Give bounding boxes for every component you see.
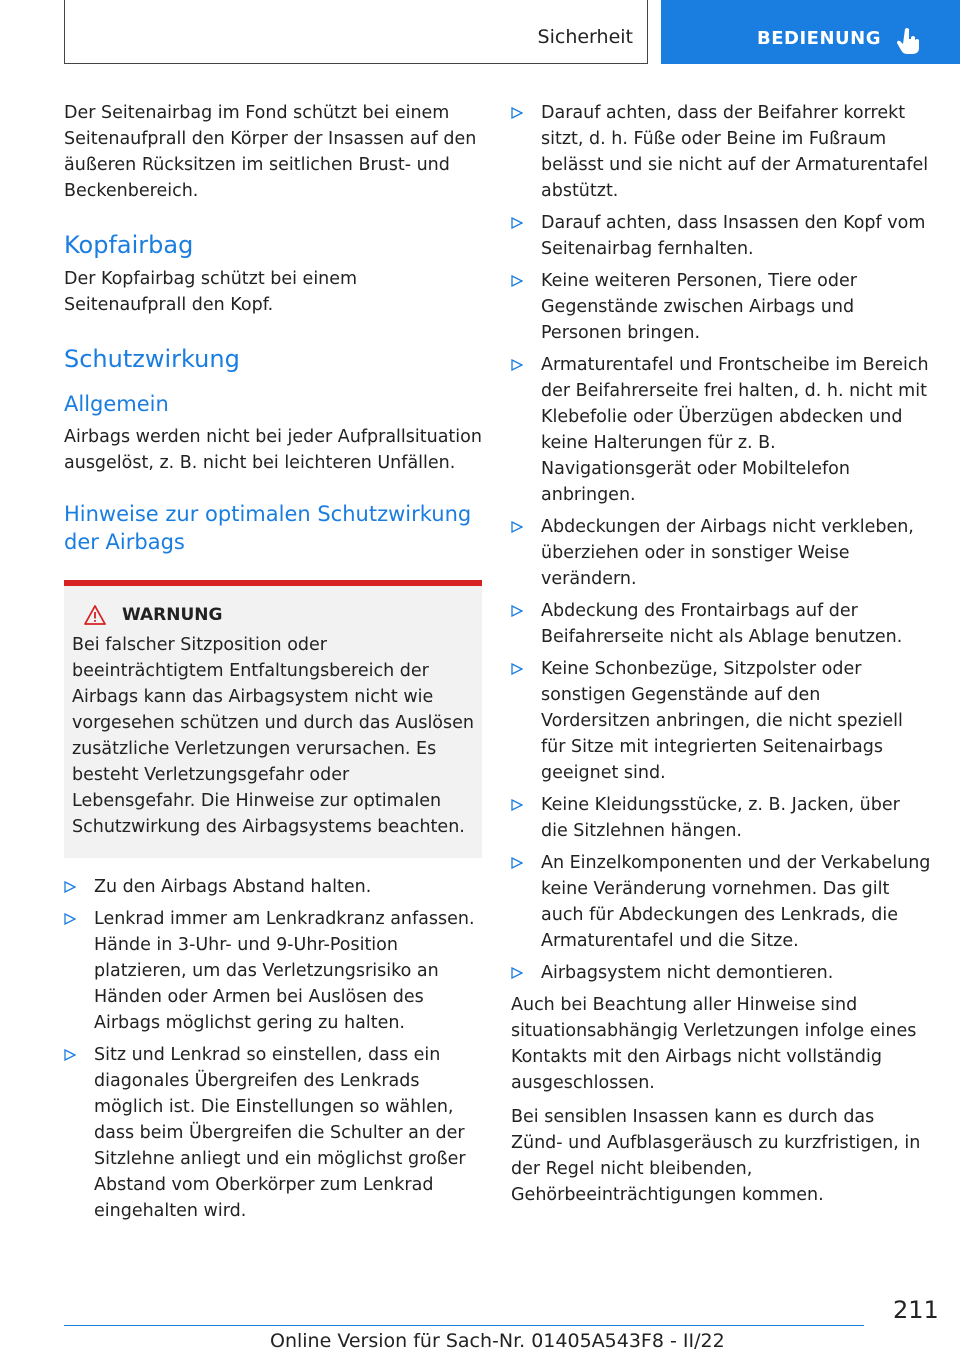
heading-schutzwirkung: Schutzwirkung <box>64 345 240 373</box>
pointing-hand-icon <box>896 27 922 55</box>
triangle-bullet-icon <box>64 1049 76 1061</box>
list-item: An Einzelkomponenten und der Verkabelung keine Veränderung vornehmen. Das gilt auch für Abdeckungen des Lenkrads, die Armaturentafel und die Sitze. <box>511 850 931 954</box>
kopfairbag-paragraph: Der Kopfairbag schützt bei einem Seitenaufprall den Kopf. <box>64 269 358 315</box>
intro-paragraph: Der Seitenairbag im Fond schützt bei einem Seitenaufprall den Körper der Insassen auf den äußeren Rücksitzen im seitlichen Brust- und Beckenbereich. <box>64 103 477 201</box>
header-section-box <box>64 0 648 64</box>
list-item: Abdeckung des Frontairbags auf der Beifahrerseite nicht als Ablage benutzen. <box>511 598 931 650</box>
list-item: Darauf achten, dass der Beifahrer korrekt sitzt, d. h. Füße oder Beine im Fußraum belässt und sie nicht auf der Armaturentafel abstützt. <box>511 100 931 204</box>
warning-text: Bei falscher Sitzposition oder beeinträchtigtem Entfaltungsbereich der Airbags kann das Airbagsystem nicht wie vorgesehen schützen und durch das Auslösen zusätzliche Verletzungen verursachen. Es besteht Verletzungsgefahr oder Lebensgefahr. Die Hinweise zur optimalen Schutzwirkung des Airbagsystems beachten. <box>72 635 474 837</box>
triangle-bullet-icon <box>511 521 523 533</box>
triangle-bullet-icon <box>511 359 523 371</box>
closing-paragraph-2: Bei sensiblen Insassen kann es durch das Zünd- und Aufblasgeräusch zu kurzfristigen, in der Regel nicht bleibenden, Gehörbeeinträchtigungen kommen. <box>511 1107 921 1205</box>
warning-triangle-icon <box>84 605 106 625</box>
heading-hinweise: Hinweise zur optimalen Schutzwirkung der Airbags <box>64 502 472 554</box>
list-item: Sitz und Lenkrad so einstellen, dass ein diagonales Übergreifen des Lenkrads möglich ist. Die Einstellungen so wählen, dass beim Übergreifen die Schulter an der Sitzlehne anliegt und ein möglichst großer Abstand vom Oberkörper zum Lenkrad eingehalten wird. <box>64 1042 482 1224</box>
left-column <box>64 100 482 1230</box>
left-bullet-list <box>64 874 482 1224</box>
triangle-bullet-icon <box>511 967 523 979</box>
allgemein-paragraph: Airbags werden nicht bei jeder Aufprallsituation ausgelöst, z. B. nicht bei leichteren Unfällen. <box>64 427 482 473</box>
list-item: Keine weiteren Personen, Tiere oder Gegenstände zwischen Airbags und Personen bringen. <box>511 268 931 346</box>
list-item: Keine Schonbezüge, Sitzpolster oder sonstigen Gegenstände auf den Vordersitzen anbringen, die nicht speziell für Sitze mit integrierten Seitenairbags geeignet sind. <box>511 656 931 786</box>
heading-allgemein: Allgemein <box>64 392 169 416</box>
right-column <box>511 100 931 1216</box>
list-item: Keine Kleidungsstücke, z. B. Jacken, über die Sitzlehnen hängen. <box>511 792 931 844</box>
page-number: 211 <box>893 1296 939 1324</box>
section-title: Sicherheit <box>537 26 633 48</box>
triangle-bullet-icon <box>511 799 523 811</box>
closing-paragraph-1: Auch bei Beachtung aller Hinweise sind situationsabhängig Verletzungen infolge eines Kontakts mit den Airbags nicht vollständig ausgeschlossen. <box>511 995 917 1093</box>
triangle-bullet-icon <box>64 881 76 893</box>
warning-title: WARNUNG <box>122 605 223 625</box>
triangle-bullet-icon <box>511 107 523 119</box>
footer-online-version: Online Version für Sach-Nr. 01405A543F8 - II/22 <box>270 1330 725 1352</box>
footer-divider <box>64 1325 864 1326</box>
warning-box <box>64 580 482 858</box>
right-bullet-list <box>511 100 931 986</box>
triangle-bullet-icon <box>64 913 76 925</box>
list-item: Lenkrad immer am Lenkradkranz anfassen. Hände in 3-Uhr- und 9-Uhr-Position platzieren, um das Verletzungsrisiko an Händen oder Armen bei Auslösen des Airbags möglichst gering zu halten. <box>64 906 482 1036</box>
triangle-bullet-icon <box>511 605 523 617</box>
triangle-bullet-icon <box>511 663 523 675</box>
list-item: Armaturentafel und Frontscheibe im Bereich der Beifahrerseite frei halten, d. h. nicht mit Klebefolie oder Überzügen abdecken und keine Halterungen für z. B. Navigationsgerät oder Mobiltelefon anbringen. <box>511 352 931 508</box>
list-item: Abdeckungen der Airbags nicht verkleben, überziehen oder in sonstiger Weise verändern. <box>511 514 931 592</box>
list-item: Airbagsystem nicht demontieren. <box>511 960 931 986</box>
heading-kopfairbag: Kopfairbag <box>64 231 194 259</box>
chapter-tab-label: BEDIENUNG <box>757 28 881 49</box>
triangle-bullet-icon <box>511 857 523 869</box>
list-item: Zu den Airbags Abstand halten. <box>64 874 482 900</box>
triangle-bullet-icon <box>511 217 523 229</box>
triangle-bullet-icon <box>511 275 523 287</box>
list-item: Darauf achten, dass Insassen den Kopf vom Seitenairbag fernhalten. <box>511 210 931 262</box>
